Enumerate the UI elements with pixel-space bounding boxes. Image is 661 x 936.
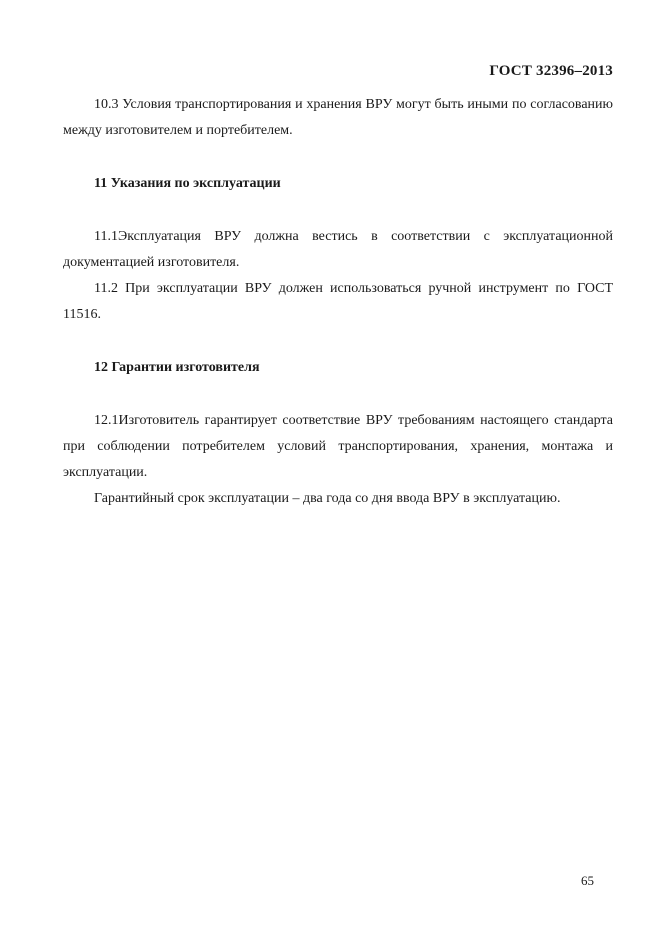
section-heading-11: 11 Указания по эксплуатации — [94, 176, 281, 191]
document-body — [63, 92, 613, 512]
paragraph-11-1: 11.1Эксплуатация ВРУ должна вестись в соответствии с эксплуатационной документацией изготовителя. — [63, 229, 613, 270]
paragraph-11-2: 11.2 При эксплуатации ВРУ должен использоваться ручной инструмент по ГОСТ 11516. — [63, 281, 613, 322]
paragraph-warranty-period: Гарантийный срок эксплуатации – два года со дня ввода ВРУ в эксплуатацию. — [94, 491, 561, 506]
paragraph-10-3: 10.3 Условия транспортирования и хранения ВРУ могут быть иными по согласованию между изготовителем и портебителем. — [63, 97, 613, 138]
paragraph-12-1: 12.1Изготовитель гарантирует соответствие ВРУ требованиям настоящего стандарта при соблюдении потребителем условий транспортирования, хранения, монтажа и эксплуатации. — [63, 413, 613, 480]
section-heading-12: 12 Гарантии изготовителя — [94, 360, 260, 375]
document-header-standard-code: ГОСТ 32396–2013 — [489, 63, 613, 79]
page-number: 65 — [581, 873, 594, 888]
